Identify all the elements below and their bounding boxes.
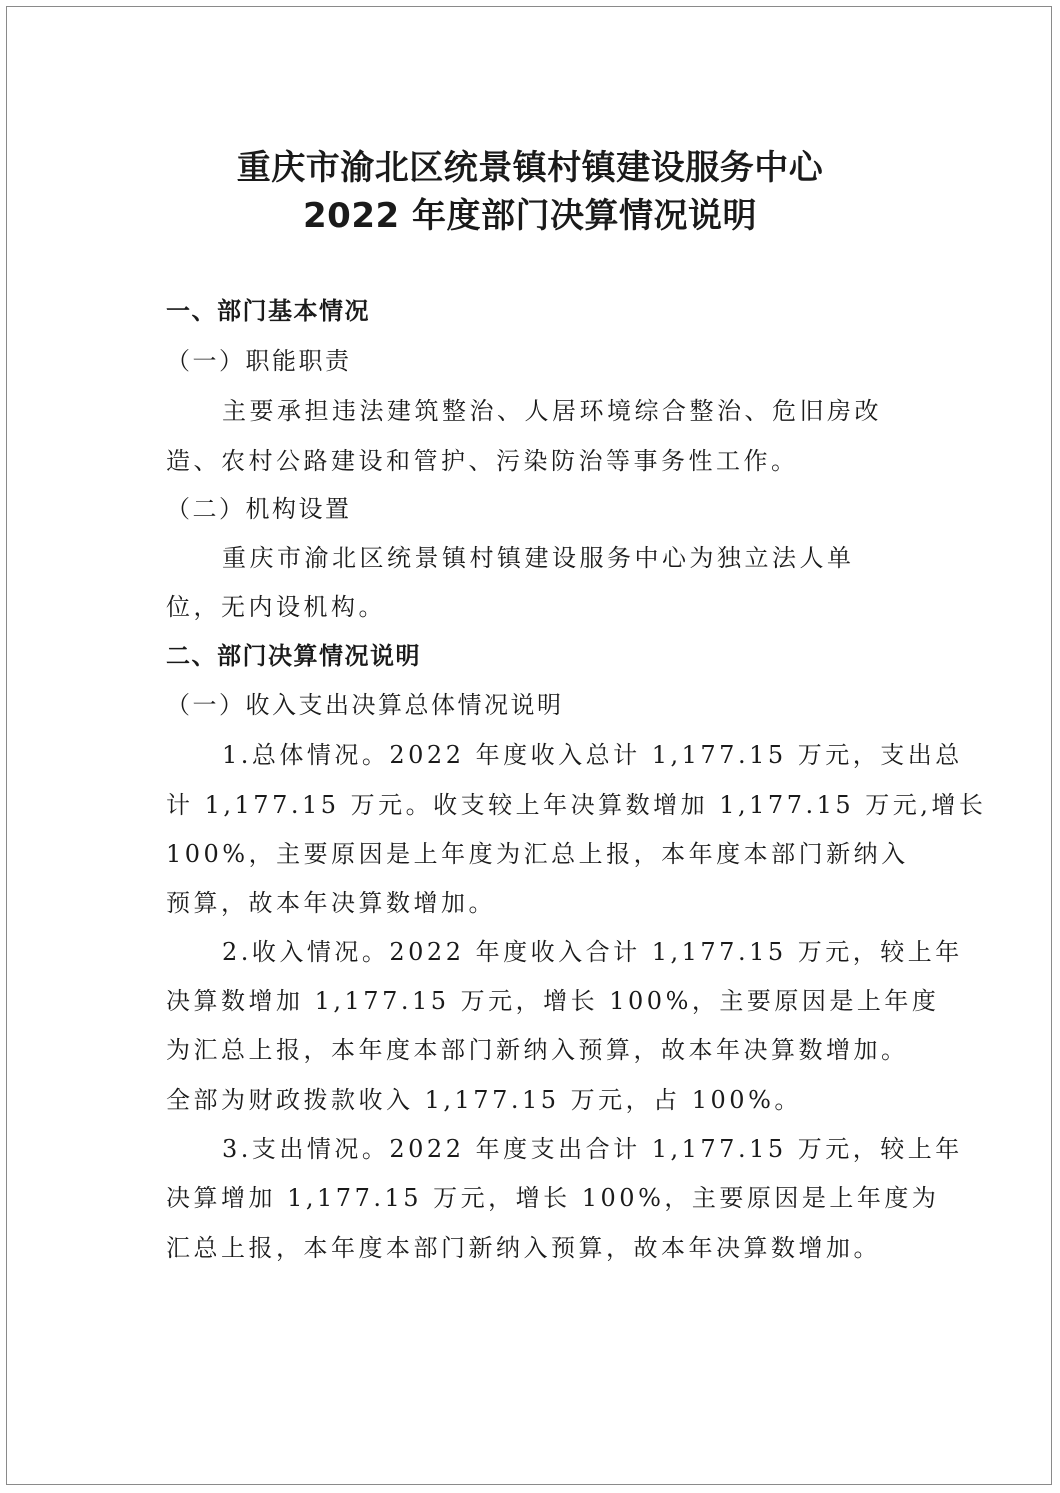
document-title-line-1: 重庆市渝北区统景镇村镇建设服务中心	[236, 148, 824, 188]
paragraph-line: 2.收入情况。2022 年度收入合计 1,177.15 万元，较上年	[222, 938, 963, 966]
subheading-functions: （一）职能职责	[166, 347, 352, 375]
section-heading-final-accounts: 二、部门决算情况说明	[166, 642, 421, 670]
paragraph-line: 1.总体情况。2022 年度收入总计 1,177.15 万元，支出总	[222, 741, 963, 769]
paragraph-line: 决算数增加 1,177.15 万元，增长 100%，主要原因是上年度	[166, 987, 940, 1015]
paragraph-line: 全部为财政拨款收入 1,177.15 万元，占 100%。	[166, 1086, 802, 1114]
paragraph-line: 3.支出情况。2022 年度支出合计 1,177.15 万元，较上年	[222, 1135, 963, 1163]
paragraph-line: 造、农村公路建设和管护、污染防治等事务性工作。	[166, 447, 799, 475]
paragraph-line: 计 1,177.15 万元。收支较上年决算数增加 1,177.15 万元,增长	[166, 791, 987, 819]
paragraph-line: 主要承担违法建筑整治、人居环境综合整治、危旧房改	[222, 397, 882, 425]
paragraph-line: 位，无内设机构。	[166, 593, 386, 621]
paragraph-line: 汇总上报，本年度本部门新纳入预算，故本年决算数增加。	[166, 1234, 881, 1262]
paragraph-line: 为汇总上报，本年度本部门新纳入预算，故本年决算数增加。	[166, 1036, 909, 1064]
section-heading-basic-info: 一、部门基本情况	[166, 297, 370, 325]
paragraph-line: 决算增加 1,177.15 万元，增长 100%，主要原因是上年度为	[166, 1184, 940, 1212]
paragraph-line: 重庆市渝北区统景镇村镇建设服务中心为独立法人单	[222, 544, 855, 572]
subheading-organization: （二）机构设置	[166, 495, 352, 523]
subheading-income-expense-overview: （一）收入支出决算总体情况说明	[166, 691, 564, 719]
document-title-line-2: 2022 年度部门决算情况说明	[303, 196, 757, 236]
paragraph-line: 预算，故本年决算数增加。	[166, 889, 496, 917]
paragraph-line: 100%，主要原因是上年度为汇总上报，本年度本部门新纳入	[166, 840, 909, 868]
